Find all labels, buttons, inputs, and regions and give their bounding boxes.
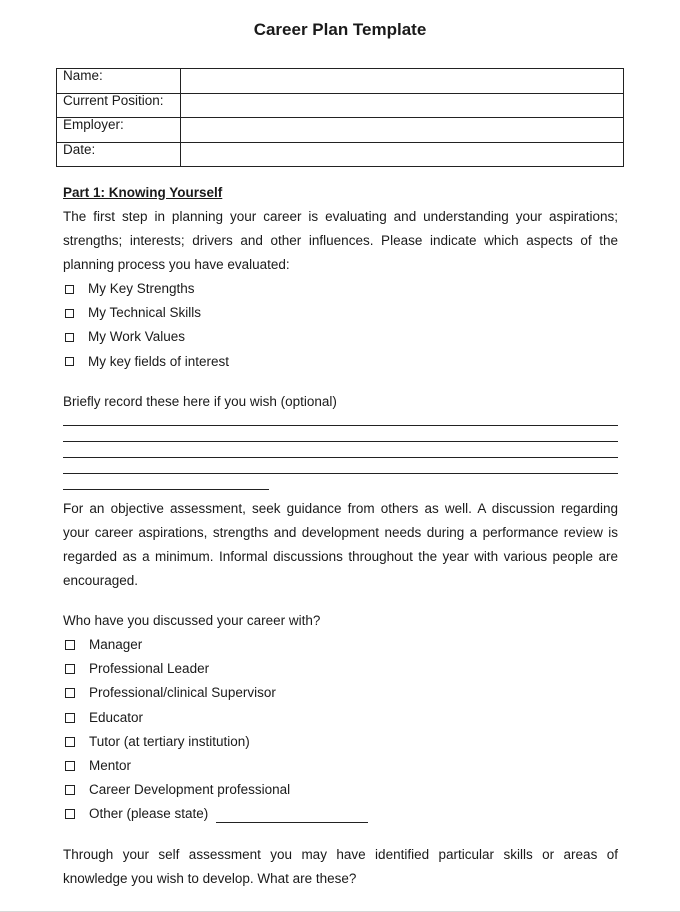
checkbox-icon[interactable] xyxy=(65,737,75,747)
current-position-field[interactable] xyxy=(181,93,624,118)
checkbox-icon[interactable] xyxy=(65,333,74,342)
answer-line[interactable] xyxy=(63,473,618,474)
self-assessment-paragraph: Through your self assessment you may have identified particular skills or areas of knowledge you wish to develop. What are these? xyxy=(63,847,618,886)
checkbox-icon[interactable] xyxy=(65,785,75,795)
table-row xyxy=(57,93,624,118)
aspect-label: My key fields of interest xyxy=(88,353,230,369)
record-prompt: Briefly record these here if you wish (optional) xyxy=(63,394,337,409)
checkbox-icon[interactable] xyxy=(65,809,75,819)
checkbox-icon[interactable] xyxy=(65,285,74,294)
current-position-label: Current Position: xyxy=(57,93,181,118)
name-field[interactable] xyxy=(181,69,624,94)
aspects-list xyxy=(63,277,618,374)
employer-field[interactable] xyxy=(181,118,624,143)
part1-heading: Part 1: Knowing Yourself xyxy=(63,185,223,200)
discussed-prompt: Who have you discussed your career with? xyxy=(63,613,321,628)
checkbox-icon[interactable] xyxy=(65,688,75,698)
list-item[interactable] xyxy=(63,350,618,374)
option-label: Mentor xyxy=(89,757,132,773)
list-item[interactable] xyxy=(63,277,618,301)
table-row xyxy=(57,142,624,167)
checkbox-icon[interactable] xyxy=(65,713,75,723)
document-title: Career Plan Template xyxy=(253,20,427,39)
table-row xyxy=(57,69,624,94)
checkbox-icon[interactable] xyxy=(65,664,75,674)
aspect-label: My Technical Skills xyxy=(88,305,202,321)
option-label: Other (please state) xyxy=(89,806,209,822)
list-item[interactable] xyxy=(63,802,618,826)
other-answer-line[interactable] xyxy=(216,806,368,823)
part1-intro: The first step in planning your career is evaluating and understanding your aspirations; strengths; interests; drivers and other influences. Please indicate which aspects of the planning process you have evaluated: xyxy=(63,209,618,272)
list-item[interactable] xyxy=(63,633,618,657)
aspect-label: My Key Strengths xyxy=(88,281,195,296)
option-label: Professional Leader xyxy=(89,661,210,677)
list-item[interactable] xyxy=(63,706,618,730)
list-item[interactable] xyxy=(63,657,618,681)
date-label: Date: xyxy=(57,142,181,167)
option-label: Career Development professional xyxy=(89,782,291,798)
checkbox-icon[interactable] xyxy=(65,357,74,366)
list-item[interactable] xyxy=(63,681,618,705)
answer-line[interactable] xyxy=(63,457,618,458)
answer-line[interactable] xyxy=(63,425,618,426)
option-label: Educator xyxy=(89,709,144,725)
name-label: Name: xyxy=(57,69,181,94)
list-item[interactable] xyxy=(63,778,618,802)
list-item[interactable] xyxy=(63,325,618,349)
list-item[interactable] xyxy=(63,730,618,754)
option-label: Manager xyxy=(89,637,143,652)
list-item[interactable] xyxy=(63,754,618,778)
date-field[interactable] xyxy=(181,142,624,167)
list-item[interactable] xyxy=(63,301,618,325)
guidance-paragraph: For an objective assessment, seek guidance from others as well. A discussion regarding your career aspirations, strengths and development needs during a performance review is regarded as a minimum. Informal discussions throughout the year with various people are encouraged. xyxy=(63,501,618,588)
table-row xyxy=(57,118,624,143)
checkbox-icon[interactable] xyxy=(65,309,74,318)
checkbox-icon[interactable] xyxy=(65,761,75,771)
answer-line[interactable] xyxy=(63,489,269,490)
answer-line[interactable] xyxy=(63,441,618,442)
checkbox-icon[interactable] xyxy=(65,640,75,650)
option-label: Tutor (at tertiary institution) xyxy=(89,733,250,749)
info-table xyxy=(56,68,624,167)
aspect-label: My Work Values xyxy=(88,329,186,345)
option-label: Professional/clinical Supervisor xyxy=(89,685,276,701)
discussed-list xyxy=(63,633,618,827)
employer-label: Employer: xyxy=(57,118,181,143)
